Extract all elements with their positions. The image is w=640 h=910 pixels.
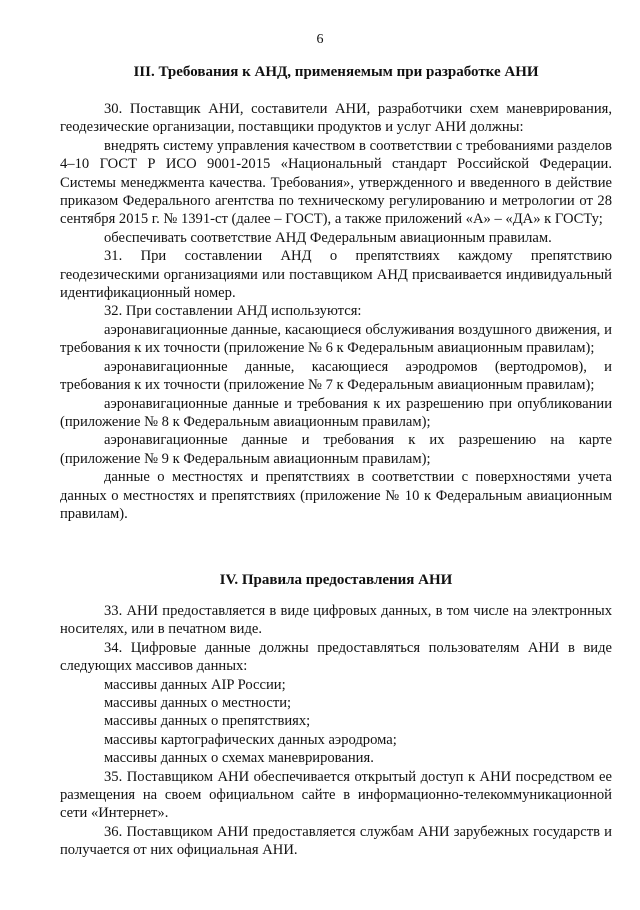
paragraph-30-item-compliance: обеспечивать соответствие АНД Федеральным авиационным правилам.: [104, 229, 552, 246]
paragraph-32-item-aerodrome-data: аэронавигационные данные, касающиеся аэродромов (вертодромов), и требования к их точности (приложение № 7 к Федеральным авиационным правилам);: [60, 358, 612, 394]
paragraph-31: 31. При составлении АНД о препятствиях каждому препятствию геодезическими организациями или поставщиком АНД присваивается индивидуальный идентификационный номер.: [60, 248, 612, 302]
paragraph-35: 35. Поставщиком АНИ обеспечивается открытый доступ к АНИ посредством ее размещения на своем официальном сайте в информационно-телекоммуникационной сети «Интернет».: [60, 768, 612, 822]
paragraph-32-item-ats-data: аэронавигационные данные, касающиеся обслуживания воздушного движения, и требования к их точности (приложение № 6 к Федеральным авиационным правилам);: [60, 321, 612, 357]
section-iii-body: [60, 100, 612, 523]
section-iv-body: [60, 602, 612, 860]
paragraph-34-item-aerodrome-maps: массивы картографических данных аэродрома;: [104, 731, 397, 748]
page-number: 6: [316, 32, 324, 47]
paragraph-33: 33. АНИ предоставляется в виде цифровых данных, в том числе на электронных носителях, или в печатном виде.: [60, 603, 612, 638]
paragraph-34: 34. Цифровые данные должны предоставляться пользователям АНИ в виде следующих массивов данных:: [60, 639, 612, 675]
paragraph-32-item-terrain-obstacle-data: данные о местностях и препятствиях в соответствии с поверхностями учета данных о местностях и препятствиях (приложение № 10 к Федеральным авиационным правилам).: [60, 469, 612, 522]
paragraph-34-item-aip: массивы данных AIP России;: [104, 676, 286, 693]
paragraph-32-item-chart-resolution: аэронавигационные данные и требования к их разрешению на карте (приложение № 9 к Федеральным авиационным правилам);: [60, 432, 612, 467]
paragraph-34-item-procedures: массивы данных о схемах маневрирования.: [104, 750, 374, 767]
paragraph-30-item-quality-system: внедрять систему управления качеством в соответствии с требованиями разделов 4–10 ГОСТ Р ИСО 9001-2015 «Национальный стандарт Российской Федерации. Системы менеджмента качества. Требования», утвержденного и введенного в действие приказом Федерального агентства по техническому регулированию и метрологии от 28 сентября 2015 г. № 1391-ст (далее – ГОСТ), а также приложений «А» – «ДА» к ГОСТу;: [60, 137, 612, 228]
paragraph-34-item-obstacles: массивы данных о препятствиях;: [104, 713, 311, 730]
section-heading-iii: III. Требования к АНД, применяемым при разработке АНИ: [133, 64, 539, 80]
paragraph-32-item-publication-resolution: аэронавигационные данные и требования к их разрешению при опубликовании (приложение № 8 к Федеральным авиационным правилам);: [60, 395, 612, 430]
paragraph-36: 36. Поставщиком АНИ предоставляется службам АНИ зарубежных государств и получается от них официальная АНИ.: [60, 823, 612, 859]
paragraph-34-item-terrain: массивы данных о местности;: [104, 695, 292, 712]
paragraph-30: 30. Поставщик АНИ, составители АНИ, разработчики схем маневрирования, геодезические организации, поставщики продуктов и услуг АНИ должны:: [60, 101, 612, 136]
paragraph-32: 32. При составлении АНД используются:: [104, 303, 362, 320]
section-heading-iv: IV. Правила предоставления АНИ: [219, 572, 453, 588]
